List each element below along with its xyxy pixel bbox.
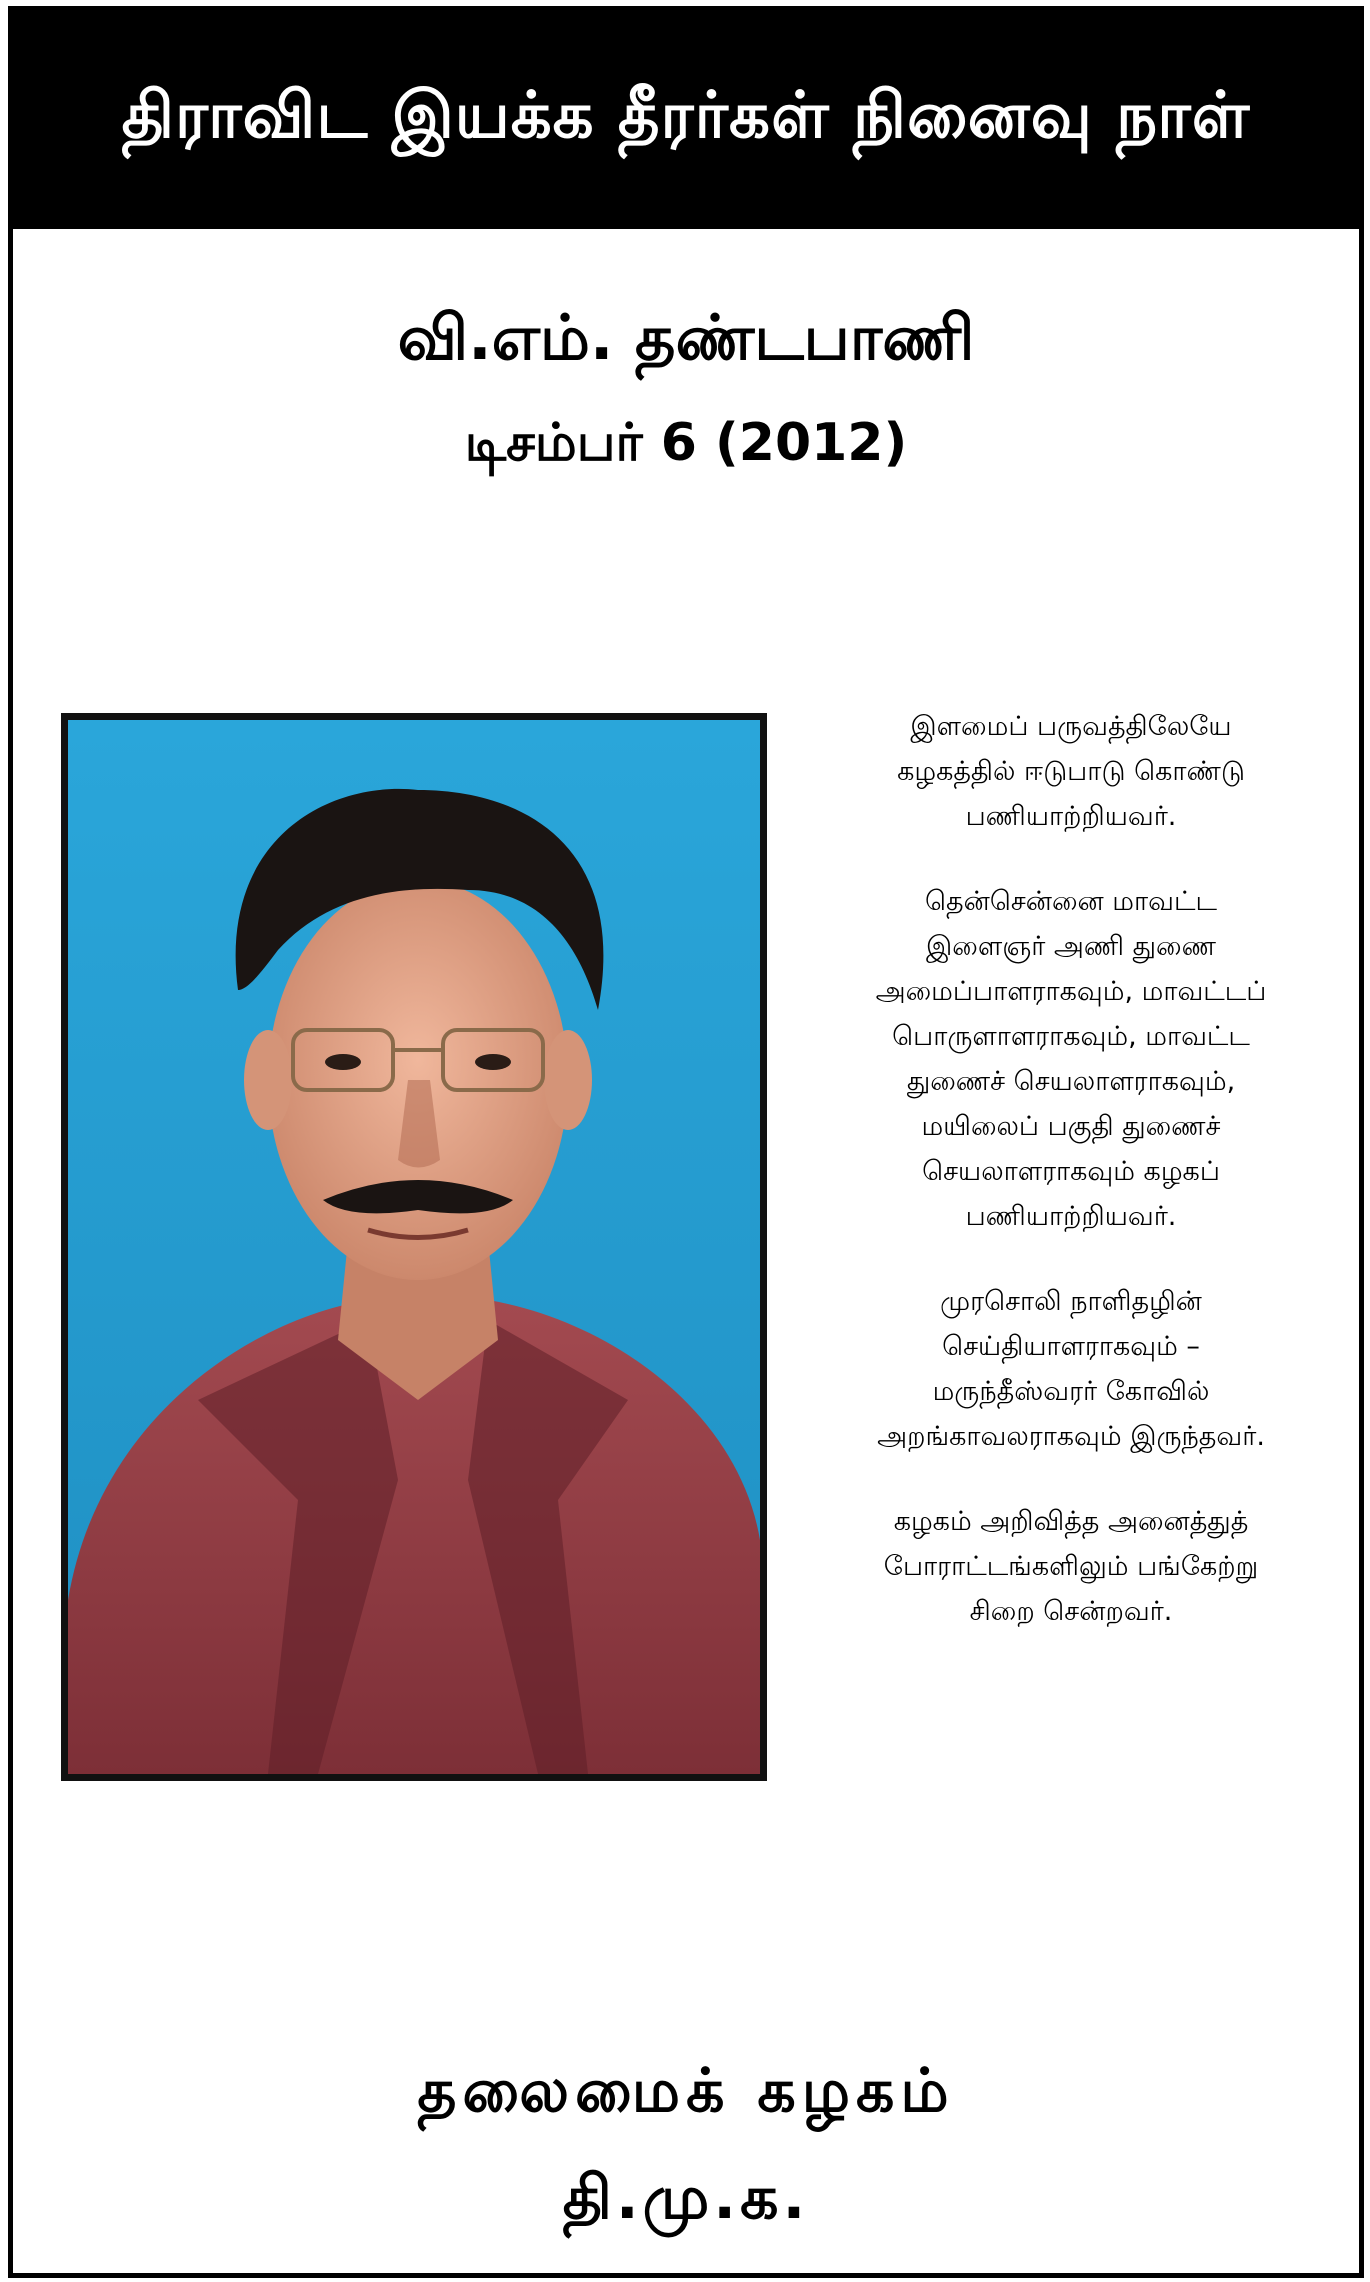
bio-line: துணைச் செயலாளராகவும், [906, 1066, 1236, 1097]
bio-line: பணியாற்றியவர். [965, 1201, 1177, 1232]
bio-line: இளமைப் பருவத்திலேயே [910, 711, 1232, 742]
bio-line: இளைஞர் அணி துணை [926, 931, 1216, 962]
bio-line: கழகத்தில் ஈடுபாடு கொண்டு [897, 756, 1245, 787]
bio-paragraph [783, 1279, 1359, 1459]
bio-line: மயிலைப் பகுதி துணைச் [921, 1111, 1221, 1142]
bio-line: சிறை சென்றவர். [969, 1596, 1173, 1627]
bio-line: செயலாளராகவும் கழகப் [922, 1156, 1220, 1187]
bio-paragraph [783, 879, 1359, 1239]
bio-line: செய்தியாளராகவும் – [942, 1331, 1200, 1362]
banner-title: திராவிட இயக்க தீரர்கள் நினைவு நாள் [121, 79, 1251, 153]
bio-line: பொருளாளராகவும், மாவட்ட [892, 1021, 1250, 1052]
memorial-date: டிசம்பர் 6 (2012) [464, 413, 908, 473]
bio-paragraph [783, 1499, 1359, 1634]
person-name: வி.எம். தண்டபாணி [397, 301, 975, 374]
header-banner [13, 11, 1359, 229]
bio-paragraph [783, 704, 1359, 839]
bio-line: மருந்தீஸ்வரர் கோவில் [932, 1376, 1210, 1407]
biography [783, 704, 1359, 1674]
bio-line: அறங்காவலராகவும் இருந்தவர். [877, 1421, 1265, 1452]
bio-line: தென்சென்னை மாவட்ட [925, 886, 1217, 917]
portrait-image [68, 720, 760, 1774]
bio-line: முரசொலி நாளிதழின் [940, 1286, 1202, 1317]
bio-line: அமைப்பாளராகவும், மாவட்டப் [875, 976, 1267, 1007]
memorial-notice [8, 6, 1364, 2278]
bio-line: போராட்டங்களிலும் பங்கேற்று [883, 1551, 1259, 1582]
footer-organization: தலைமைக் கழகம் [417, 2056, 955, 2126]
bio-line: கழகம் அறிவித்த அனைத்துத் [893, 1506, 1249, 1537]
portrait-photo [61, 713, 767, 1781]
bio-line: பணியாற்றியவர். [965, 801, 1177, 832]
footer-party: தி.மு.க. [562, 2163, 810, 2233]
